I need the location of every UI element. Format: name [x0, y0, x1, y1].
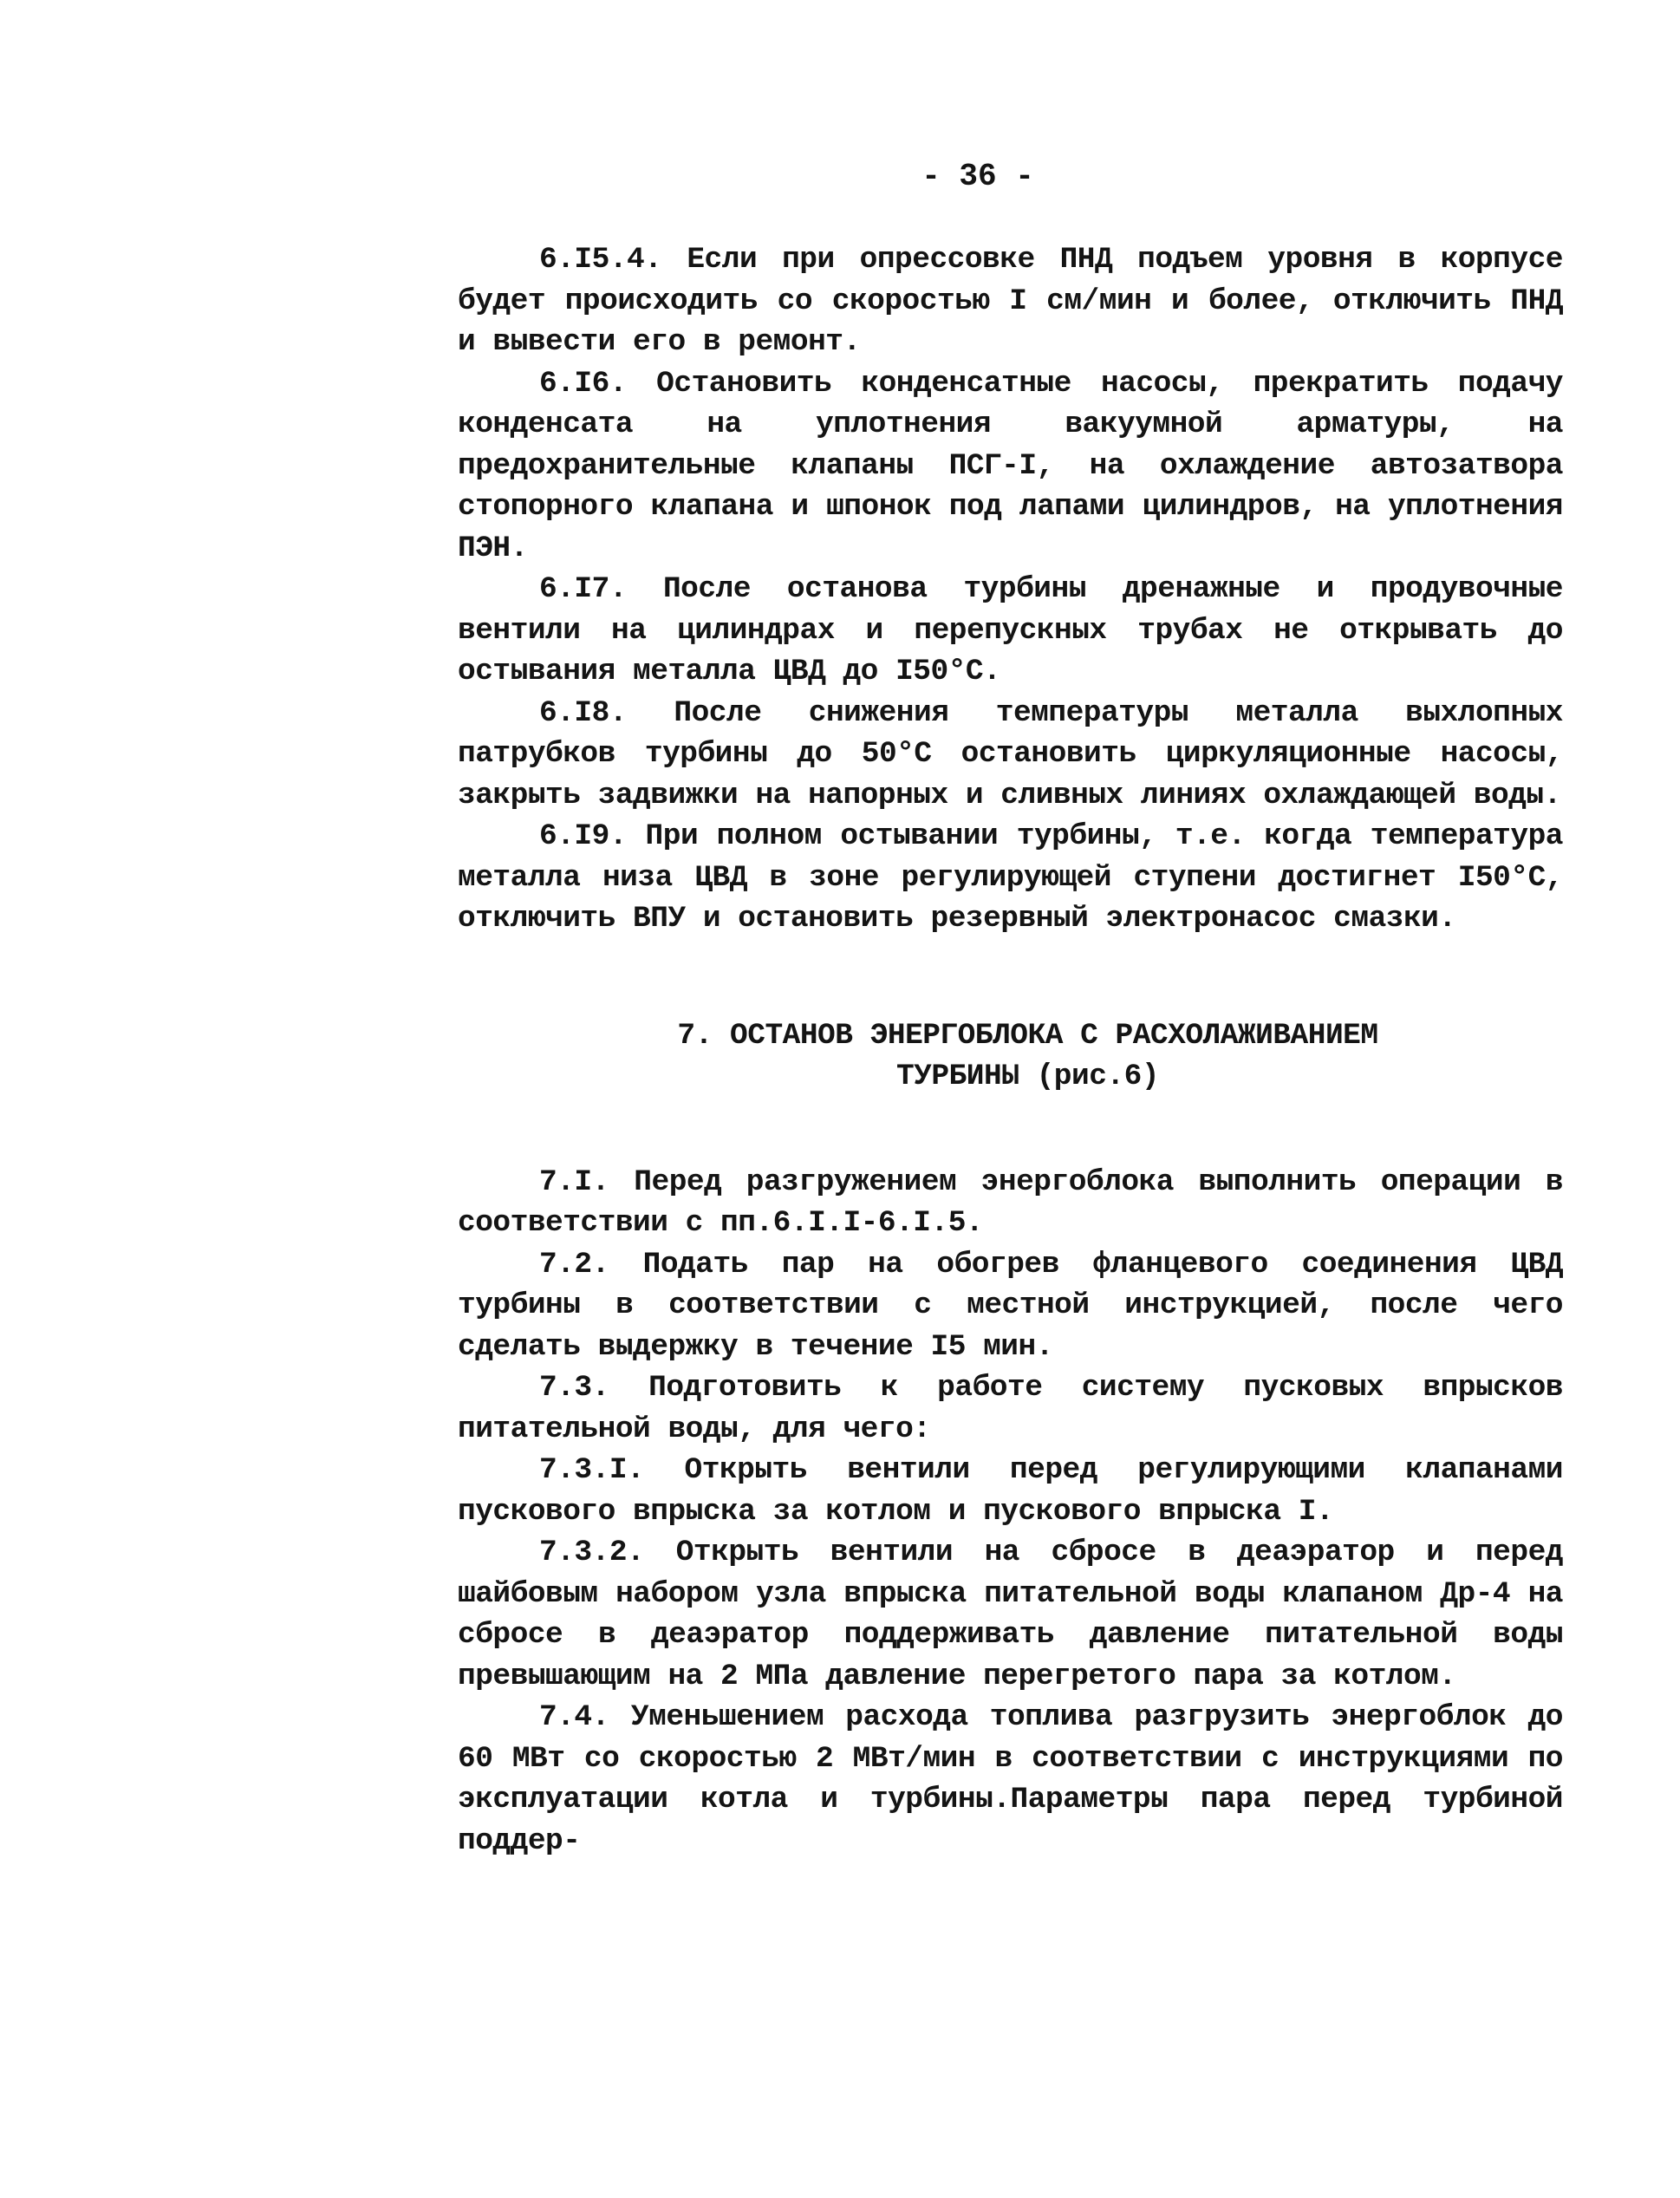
paragraph-7-3-2: 7.3.2. Открыть вентили на сбросе в деаэратор и перед шайбовым набором узла впрыска питательной воды клапаном Др-4 на сбросе в деаэратор поддерживать давление питательной воды превышающим на 2 МПа давление перегретого пара за котлом. — [458, 1536, 1563, 1693]
document-body — [458, 239, 1563, 1862]
paragraph-7-3-1: 7.3.I. Открыть вентили перед регулирующими клапанами пускового впрыска за котлом и пускового впрыска I. — [458, 1453, 1563, 1529]
paragraph-6-17: 6.I7. После останова турбины дренажные и продувочные вентили на цилиндрах и перепускных трубах не открывать до остывания металла ЦВД до I50°С. — [458, 572, 1563, 688]
paragraph-7-1: 7.I. Перед разгружением энергоблока выполнить операции в соответствии с пп.6.I.I-6.I.5. — [458, 1164, 1563, 1240]
section-heading-line-1: 7. ОСТАНОВ ЭНЕРГОБЛОКА С РАСХОЛАЖИВАНИЕМ — [677, 1018, 1378, 1053]
paragraph-7-2: 7.2. Подать пар на обогрев фланцевого соединения ЦВД турбины в соответствии с местной инструкцией, после чего сделать выдержку в течение I5 мин. — [458, 1247, 1563, 1364]
paragraph-6-18: 6.I8. После снижения температуры металла выхлопных патрубков турбины до 50°С остановить циркуляционные насосы, закрыть задвижки на напорных и сливных линиях охлаждающей воды. — [458, 695, 1563, 812]
paragraph-6-19: 6.I9. При полном остывании турбины, т.е. когда температура металла низа ЦВД в зоне регулирующей ступени достигнет I50°С, отключить ВПУ и остановить резервный электронасос смазки. — [458, 819, 1563, 936]
section-heading — [458, 1015, 1563, 1098]
paragraph-7-4: 7.4. Уменьшением расхода топлива разгрузить энергоблок до 60 МВт со скоростью 2 МВт/мин в соответствии с инструкциями по эксплуатации котла и турбины.Параметры пара перед турбиной поддер- — [458, 1700, 1563, 1858]
spacer — [458, 940, 1563, 1015]
paragraph-7-3: 7.3. Подготовить к работе систему пусковых впрысков питательной воды, для чего: — [458, 1371, 1563, 1446]
paragraph-6-15-4: 6.I5.4. Если при опрессовке ПНД подъем уровня в корпусе будет происходить со скоростью I см/мин и более, отключить ПНД и вывести его в ремонт. — [458, 243, 1563, 359]
spacer — [458, 1098, 1563, 1162]
paragraph-6-16: 6.I6. Остановить конденсатные насосы, прекратить подачу конденсата на уплотнения вакуумной арматуры, на предохранительные клапаны ПСГ-I, на охлаждение автозатвора стопорного клапана и шпонок под лапами цилиндров, на уплотнения ПЭН. — [458, 366, 1563, 565]
page-number: - 36 - — [921, 159, 1034, 194]
section-heading-line-2: ТУРБИНЫ (рис.6) — [895, 1060, 1160, 1093]
